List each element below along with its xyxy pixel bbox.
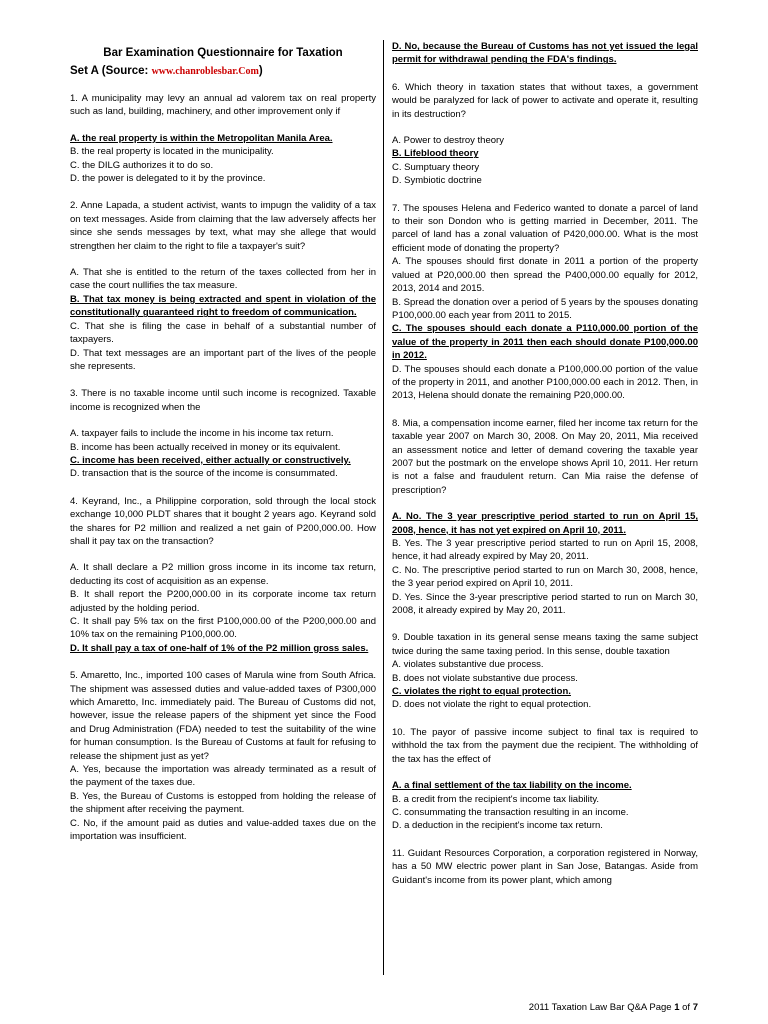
question-1-choice-d: D. the power is delegated to it by the province. [70, 173, 266, 185]
question-9-choice-b: B. does not violate substantive due process. [392, 672, 578, 684]
question-5-choice-c: C. No, if the amount paid as duties and value-added taxes due on the importation was insufficient. [70, 817, 376, 843]
question-5-choice-a: A. Yes, because the importation was already terminated as a result of the payment of the taxes due. [70, 764, 376, 789]
document-title: Bar Examination Questionnaire for Taxation [103, 47, 343, 59]
question-7-choice-b: B. Spread the donation over a period of 5 years by the spouses donating P100,000.00 each year from 2011 to 2015. [392, 296, 698, 321]
set-label: Set A (Source: [70, 65, 152, 77]
question-10-choice-a-answer: A. a final settlement of the tax liability on the income. [392, 780, 632, 792]
question-9-choice-c-answer: C. violates the right to equal protection. [392, 686, 571, 698]
question-7: 7. The spouses Helena and Federico wanted to donate a parcel of land to their son Dondon who is getting married in December, 2011. The parcel of land has a zonal valuation of P420,000.00. What is the most efficient mode of donating the property? [392, 202, 698, 254]
question-1-choice-c: C. the DILG authorizes it to do so. [70, 159, 214, 171]
question-8: 8. Mia, a compensation income earner, filed her income tax return for the taxable year 2007 on March 30, 2008. On May 20, 2011, Mia received an assessment notice and letter of demand covering the taxable year 2007 but the postmark on the envelope shows April 10, 2011. Her return is not a false and fraudulent return. Can Mia raise the defense of prescription? [392, 417, 698, 496]
question-7-choice-a: A. The spouses should first donate in 2011 a portion of the property valued at P20,000.00 then spread the P400,000.00 equally for 2012, 2013, 2014 and 2015. [392, 256, 698, 295]
question-3-choice-a: A. taxpayer fails to include the income in his income tax return. [70, 428, 334, 440]
question-4-choice-d-answer: D. It shall pay a tax of one-half of 1% of the P2 million gross sales. [70, 642, 369, 654]
question-5: 5. Amaretto, Inc., imported 100 cases of Marula wine from South Africa. The shipment was assessed duties and value-added taxes of P300,000 which Amaretto, Inc. immediately paid. The Bureau of Customs did not, however, issue the release papers of the shipment yet since the Food and Drug Administration (FDA) needed to test the suitability of the wine for human consumption. Is the Bureau of Customs at fault for refusing to release the shipment just as yet? [70, 670, 376, 762]
question-4-choice-b: B. It shall report the P200,000.00 in its corporate income tax return adjusted by the holding period. [70, 589, 376, 614]
question-2: 2. Anne Lapada, a student activist, wants to impugn the validity of a tax on text messages. Aside from claiming that the law adversely affects her since she sends messages by text, what may she allege that would strengthen her claim to the right to file a taxpayer's suit? [70, 200, 376, 252]
question-8-choice-a-answer: A. No. The 3 year prescriptive period started to run on April 15, 2008, hence, it has not yet expired on April 10, 2011. [392, 511, 698, 536]
question-3: 3. There is no taxable income until such income is recognized. Taxable income is recognized when the [70, 388, 376, 413]
question-6-choice-c: C. Sumptuary theory [392, 161, 480, 173]
footer-page-total: 7 [692, 1002, 698, 1013]
question-4-choice-a: A. It shall declare a P2 million gross income in its income tax return, deducting its cost of acquisition as an expense. [70, 562, 376, 587]
question-8-choice-d: D. Yes. Since the 3-year prescriptive period started to run on March 30, 2008, it already expired by May 20, 2011. [392, 591, 698, 617]
question-2-choice-c: C. That she is filing the case in behalf of a substantial number of taxpayers. [70, 320, 376, 346]
question-6-choice-b-answer: B. Lifeblood theory [392, 148, 479, 160]
question-2-choice-d: D. That text messages are an important part of the lives of the people she represents. [70, 347, 376, 372]
question-4-choice-c: C. It shall pay 5% tax on the first P100,000.00 of the P200,000.00 and 10% tax on the remaining P100,000.00. [70, 616, 376, 641]
page-footer [480, 1002, 698, 1013]
question-6-choice-a: A. Power to destroy theory [392, 135, 504, 147]
question-9-choice-d: D. does not violate the right to equal protection. [392, 699, 592, 711]
question-10-choice-b: B. a credit from the recipient's income tax liability. [392, 793, 600, 805]
source-link[interactable]: www.chanroblesbar.Com [151, 66, 259, 77]
question-3-choice-d: D. transaction that is the source of the income is consummated. [70, 468, 338, 480]
question-3-choice-b: B. income has been actually received in money or its equivalent. [70, 441, 341, 453]
question-2-choice-a: A. That she is entitled to the return of the taxes collected from her in case the court nullifies the tax measure. [70, 267, 376, 292]
question-7-choice-c-answer: C. The spouses should each donate a P110,000.00 portion of the value of the property in 2011 then each should donate P100,000.00 in 2012. [392, 323, 698, 362]
question-1-choice-a-answer: A. the real property is within the Metropolitan Manila Area. [70, 132, 333, 144]
question-6: 6. Which theory in taxation states that without taxes, a government would be paralyzed for lack of power to activate and operate it, resulting in its destruction? [392, 81, 698, 120]
question-1: 1. A municipality may levy an annual ad valorem tax on real property such as land, building, machinery, and other improvement only if [70, 93, 376, 118]
question-3-choice-c-answer: C. income has been received, either actually or constructively. [70, 454, 351, 466]
question-7-choice-d: D. The spouses should each donate a P100,000.00 portion of the value of the property in 2011, and another P100,000.00 each in 2012. Then, in 2013, Helena should donate the remaining P20,000.00. [392, 363, 698, 402]
question-5-choice-d-answer: D. No, because the Bureau of Customs has not yet issued the legal permit for withdrawal pending the FDA's findings. [392, 41, 698, 66]
question-4: 4. Keyrand, Inc., a Philippine corporation, sold through the local stock exchange 10,000 PLDT shares that it bought 2 years ago. Keyrand sold the shares for P2 million and realized a net gain of P200,000.00. How shall it pay tax on the transaction? [70, 495, 376, 547]
question-6-choice-d: D. Symbiotic doctrine [392, 175, 482, 187]
question-8-choice-b: B. Yes. The 3 year prescriptive period started to run on April 15, 2008, hence, it had already expired by May 20, 2011. [392, 538, 698, 563]
question-1-choice-b: B. the real property is located in the municipality. [70, 146, 274, 158]
question-9: 9. Double taxation in its general sense means taxing the same subject twice during the same taxing period. In this sense, double taxation [392, 632, 698, 657]
question-11: 11. Guidant Resources Corporation, a corporation registered in Norway, has a 50 MW electric power plant in San Jose, Batangas. Aside from Guidant's income from its power plant, which among [392, 847, 698, 886]
set-source-line [70, 64, 376, 79]
question-10-choice-c: C. consummating the transaction resulting in an income. [392, 806, 629, 818]
footer-of: of [679, 1002, 693, 1013]
question-5-choice-b: B. Yes, the Bureau of Customs is estopped from holding the release of the shipment after receiving the payment. [70, 790, 376, 816]
question-10: 10. The payor of passive income subject to final tax is required to withhold the tax from the payment due the recipient. The withholding of the tax has the effect of [392, 726, 698, 765]
set-close: ) [258, 65, 263, 77]
question-9-choice-a: A. violates substantive due process. [392, 659, 544, 671]
column-divider [383, 40, 384, 975]
left-column [70, 40, 376, 844]
question-8-choice-c: C. No. The prescriptive period started to run on March 30, 2008, hence, the 3 year period expired on April 10, 2011. [392, 564, 698, 590]
question-2-choice-b-answer: B. That tax money is being extracted and spent in violation of the constitutionally guaranteed right to freedom of communication. [70, 293, 376, 319]
footer-label: 2011 Taxation Law Bar Q&A Page [528, 1002, 675, 1013]
right-column [392, 40, 698, 887]
question-10-choice-d: D. a deduction in the recipient's income tax return. [392, 820, 603, 832]
footer-page-number: 1 [674, 1002, 680, 1013]
